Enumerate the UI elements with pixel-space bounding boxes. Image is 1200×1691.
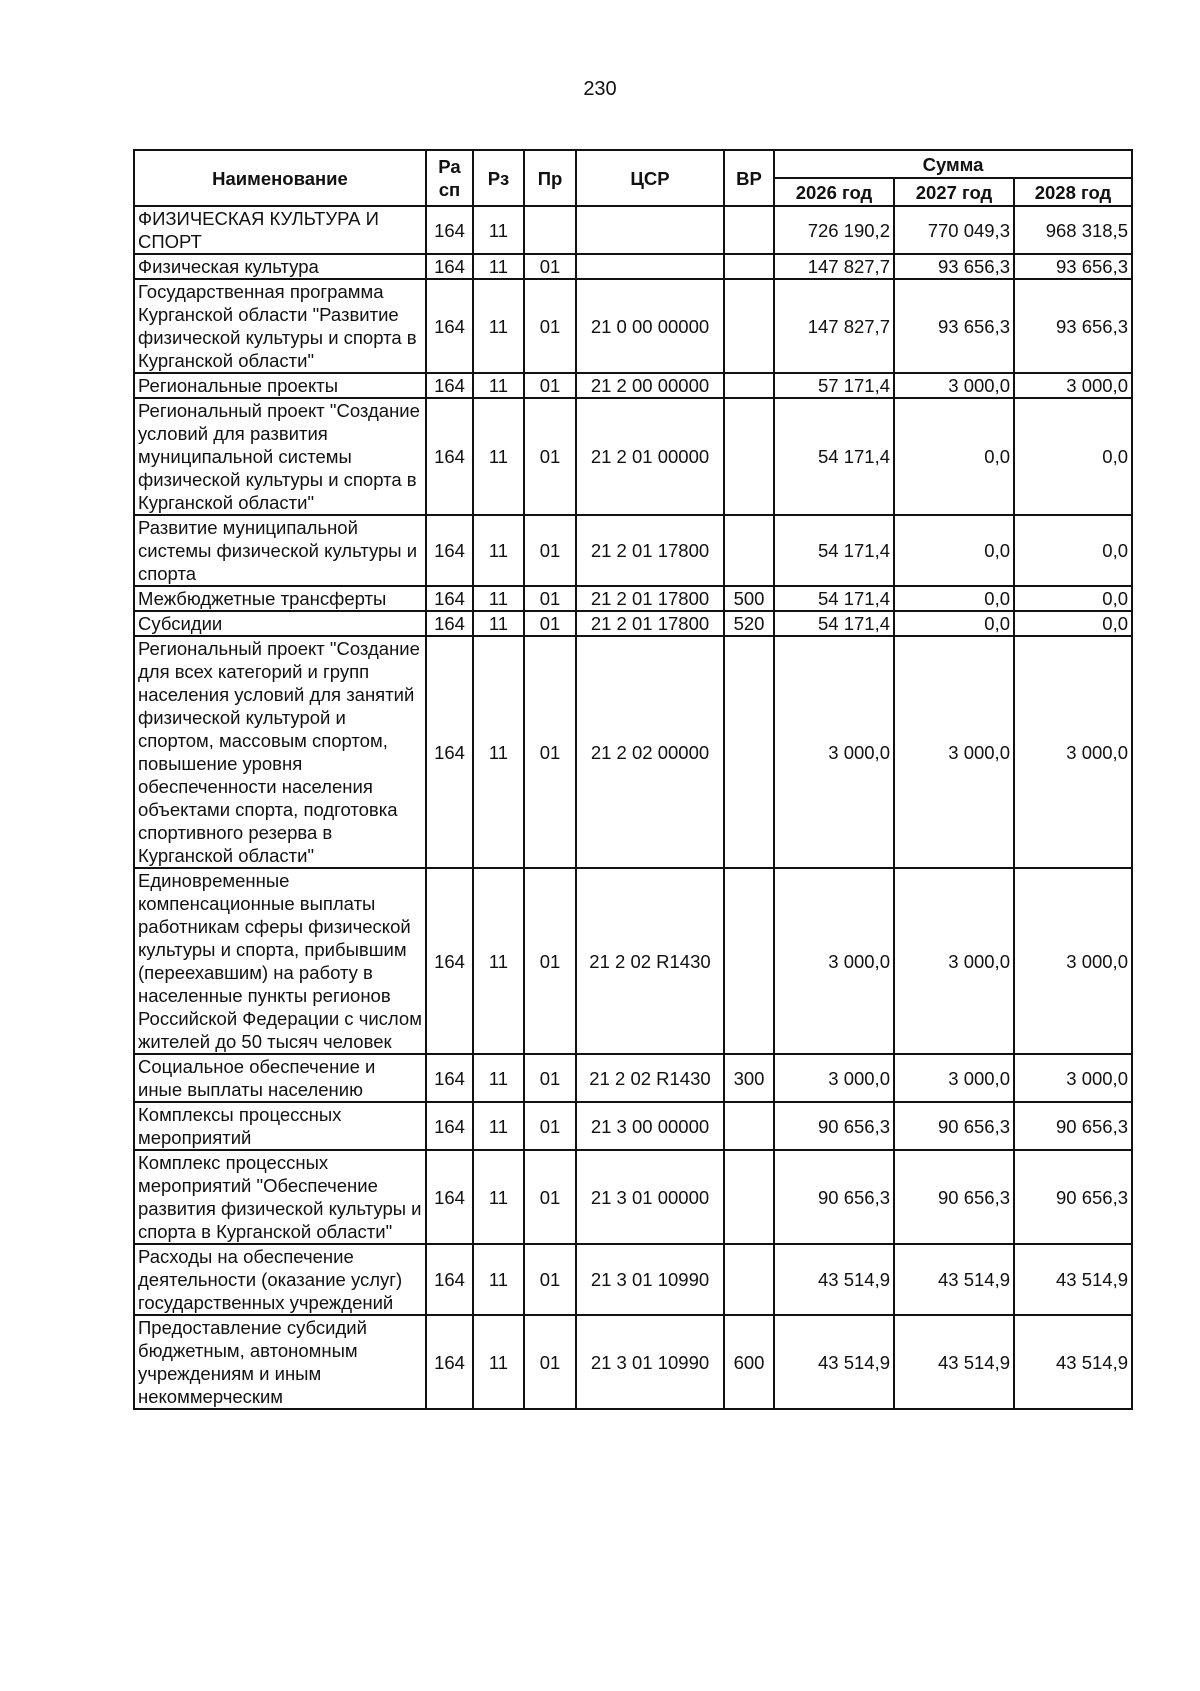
cell-rz: 11 — [473, 611, 524, 636]
table-body — [134, 206, 1132, 1409]
cell-csr: 21 3 01 10990 — [576, 1315, 724, 1409]
cell-y2026: 147 827,7 — [774, 254, 894, 279]
cell-vr — [724, 1102, 774, 1150]
cell-pr: 01 — [524, 279, 576, 373]
cell-vr — [724, 1244, 774, 1315]
cell-rasp: 164 — [426, 398, 473, 515]
cell-y2028: 3 000,0 — [1014, 636, 1132, 868]
cell-rasp: 164 — [426, 373, 473, 398]
header-pr: Пр — [524, 150, 576, 206]
table-row — [134, 373, 1132, 398]
cell-y2028: 43 514,9 — [1014, 1315, 1132, 1409]
cell-y2026: 54 171,4 — [774, 586, 894, 611]
header-sum: Сумма — [774, 150, 1132, 178]
cell-name: Комплексы процессных мероприятий — [134, 1102, 426, 1150]
cell-y2027: 3 000,0 — [894, 868, 1014, 1054]
table-row — [134, 1054, 1132, 1102]
cell-name: Единовременные компенсационные выплаты работникам сферы физической культуры и спорта, прибывшим (переехавшим) на работу в населенные пункты регионов Российской Федерации с числом жителей до 50 тысяч человек — [134, 868, 426, 1054]
header-csr: ЦСР — [576, 150, 724, 206]
table-row — [134, 254, 1132, 279]
cell-y2028: 93 656,3 — [1014, 254, 1132, 279]
cell-rasp: 164 — [426, 1315, 473, 1409]
table-row — [134, 279, 1132, 373]
cell-rasp: 164 — [426, 636, 473, 868]
cell-y2026: 54 171,4 — [774, 398, 894, 515]
cell-name: Комплекс процессных мероприятий "Обеспечение развития физической культуры и спорта в Курганской области" — [134, 1150, 426, 1244]
cell-y2027: 0,0 — [894, 398, 1014, 515]
cell-name: Расходы на обеспечение деятельности (оказание услуг) государственных учреждений — [134, 1244, 426, 1315]
cell-y2027: 770 049,3 — [894, 206, 1014, 254]
cell-rasp: 164 — [426, 1244, 473, 1315]
cell-name: Физическая культура — [134, 254, 426, 279]
cell-y2028: 0,0 — [1014, 611, 1132, 636]
cell-csr — [576, 254, 724, 279]
cell-y2028: 3 000,0 — [1014, 373, 1132, 398]
cell-vr — [724, 636, 774, 868]
cell-y2026: 57 171,4 — [774, 373, 894, 398]
cell-rasp: 164 — [426, 279, 473, 373]
cell-y2026: 54 171,4 — [774, 515, 894, 586]
cell-rasp: 164 — [426, 254, 473, 279]
cell-y2028: 968 318,5 — [1014, 206, 1132, 254]
header-year-2027: 2027 год — [894, 178, 1014, 206]
cell-y2027: 3 000,0 — [894, 373, 1014, 398]
cell-csr: 21 2 01 17800 — [576, 515, 724, 586]
header-rasp: Ра сп — [426, 150, 473, 206]
cell-y2028: 90 656,3 — [1014, 1150, 1132, 1244]
cell-y2028: 93 656,3 — [1014, 279, 1132, 373]
cell-csr: 21 2 02 00000 — [576, 636, 724, 868]
cell-vr — [724, 398, 774, 515]
cell-pr: 01 — [524, 868, 576, 1054]
cell-csr: 21 2 00 00000 — [576, 373, 724, 398]
table-row — [134, 611, 1132, 636]
header-year-2026: 2026 год — [774, 178, 894, 206]
header-year-2028: 2028 год — [1014, 178, 1132, 206]
cell-csr: 21 3 01 10990 — [576, 1244, 724, 1315]
cell-y2027: 90 656,3 — [894, 1102, 1014, 1150]
cell-rasp: 164 — [426, 1102, 473, 1150]
header-vr: ВР — [724, 150, 774, 206]
cell-y2026: 90 656,3 — [774, 1150, 894, 1244]
cell-y2027: 43 514,9 — [894, 1315, 1014, 1409]
cell-pr: 01 — [524, 515, 576, 586]
cell-pr — [524, 206, 576, 254]
cell-pr: 01 — [524, 1102, 576, 1150]
cell-csr: 21 2 02 R1430 — [576, 868, 724, 1054]
cell-vr — [724, 254, 774, 279]
cell-name: Предоставление субсидий бюджетным, автономным учреждениям и иным некоммерческим — [134, 1315, 426, 1409]
cell-name: Региональный проект "Создание для всех категорий и групп населения условий для занятий физической культурой и спортом, массовым спортом, повышение уровня обеспеченности населения объектами спорта, подготовка спортивного резерва в Курганской области" — [134, 636, 426, 868]
cell-y2028: 0,0 — [1014, 515, 1132, 586]
cell-y2028: 3 000,0 — [1014, 868, 1132, 1054]
cell-rz: 11 — [473, 373, 524, 398]
cell-csr: 21 2 02 R1430 — [576, 1054, 724, 1102]
cell-rz: 11 — [473, 636, 524, 868]
cell-y2028: 0,0 — [1014, 586, 1132, 611]
cell-vr — [724, 206, 774, 254]
cell-csr: 21 3 01 00000 — [576, 1150, 724, 1244]
cell-y2027: 3 000,0 — [894, 1054, 1014, 1102]
cell-name: Субсидии — [134, 611, 426, 636]
cell-csr — [576, 206, 724, 254]
cell-y2028: 43 514,9 — [1014, 1244, 1132, 1315]
cell-name: ФИЗИЧЕСКАЯ КУЛЬТУРА И СПОРТ — [134, 206, 426, 254]
table-row — [134, 1315, 1132, 1409]
cell-y2026: 3 000,0 — [774, 1054, 894, 1102]
cell-name: Региональный проект "Создание условий для развития муниципальной системы физической культуры и спорта в Курганской области" — [134, 398, 426, 515]
cell-rz: 11 — [473, 1054, 524, 1102]
cell-rasp: 164 — [426, 515, 473, 586]
cell-y2027: 0,0 — [894, 586, 1014, 611]
cell-rz: 11 — [473, 279, 524, 373]
table-row — [134, 1244, 1132, 1315]
cell-pr: 01 — [524, 586, 576, 611]
cell-y2028: 90 656,3 — [1014, 1102, 1132, 1150]
cell-rz: 11 — [473, 206, 524, 254]
cell-rasp: 164 — [426, 1150, 473, 1244]
cell-csr: 21 0 00 00000 — [576, 279, 724, 373]
table-row — [134, 206, 1132, 254]
cell-vr: 500 — [724, 586, 774, 611]
cell-rz: 11 — [473, 868, 524, 1054]
table-header — [134, 150, 1132, 206]
cell-y2028: 0,0 — [1014, 398, 1132, 515]
cell-csr: 21 2 01 17800 — [576, 611, 724, 636]
cell-y2026: 3 000,0 — [774, 868, 894, 1054]
cell-y2026: 3 000,0 — [774, 636, 894, 868]
cell-y2027: 90 656,3 — [894, 1150, 1014, 1244]
table-row — [134, 1102, 1132, 1150]
cell-rz: 11 — [473, 1244, 524, 1315]
cell-y2027: 43 514,9 — [894, 1244, 1014, 1315]
cell-pr: 01 — [524, 1315, 576, 1409]
cell-y2026: 147 827,7 — [774, 279, 894, 373]
cell-vr — [724, 1150, 774, 1244]
cell-name: Региональные проекты — [134, 373, 426, 398]
cell-name: Развитие муниципальной системы физической культуры и спорта — [134, 515, 426, 586]
cell-name: Социальное обеспечение и иные выплаты населению — [134, 1054, 426, 1102]
table-row — [134, 636, 1132, 868]
cell-y2026: 43 514,9 — [774, 1244, 894, 1315]
table-row — [134, 1150, 1132, 1244]
cell-y2028: 3 000,0 — [1014, 1054, 1132, 1102]
cell-rz: 11 — [473, 1315, 524, 1409]
header-name: Наименование — [134, 150, 426, 206]
cell-pr: 01 — [524, 1244, 576, 1315]
cell-rz: 11 — [473, 254, 524, 279]
cell-y2026: 54 171,4 — [774, 611, 894, 636]
table-row — [134, 868, 1132, 1054]
cell-csr: 21 2 01 17800 — [576, 586, 724, 611]
cell-y2026: 90 656,3 — [774, 1102, 894, 1150]
cell-y2026: 43 514,9 — [774, 1315, 894, 1409]
cell-vr — [724, 868, 774, 1054]
cell-pr: 01 — [524, 611, 576, 636]
page-number: 230 — [583, 78, 617, 100]
table-row — [134, 398, 1132, 515]
table-row — [134, 515, 1132, 586]
cell-y2027: 93 656,3 — [894, 279, 1014, 373]
cell-vr — [724, 373, 774, 398]
cell-pr: 01 — [524, 398, 576, 515]
cell-y2027: 93 656,3 — [894, 254, 1014, 279]
cell-vr: 520 — [724, 611, 774, 636]
cell-pr: 01 — [524, 373, 576, 398]
cell-pr: 01 — [524, 254, 576, 279]
cell-y2027: 0,0 — [894, 515, 1014, 586]
cell-rasp: 164 — [426, 206, 473, 254]
cell-y2027: 0,0 — [894, 611, 1014, 636]
cell-pr: 01 — [524, 636, 576, 868]
cell-csr: 21 3 00 00000 — [576, 1102, 724, 1150]
table-row — [134, 586, 1132, 611]
cell-rasp: 164 — [426, 611, 473, 636]
cell-rasp: 164 — [426, 1054, 473, 1102]
cell-y2026: 726 190,2 — [774, 206, 894, 254]
cell-rz: 11 — [473, 1102, 524, 1150]
cell-name: Межбюджетные трансферты — [134, 586, 426, 611]
cell-pr: 01 — [524, 1054, 576, 1102]
cell-pr: 01 — [524, 1150, 576, 1244]
cell-rz: 11 — [473, 586, 524, 611]
budget-table — [133, 149, 1133, 1410]
cell-rz: 11 — [473, 1150, 524, 1244]
cell-vr — [724, 515, 774, 586]
cell-rz: 11 — [473, 398, 524, 515]
cell-name: Государственная программа Курганской области "Развитие физической культуры и спорта в Курганской области" — [134, 279, 426, 373]
cell-y2027: 3 000,0 — [894, 636, 1014, 868]
cell-rz: 11 — [473, 515, 524, 586]
cell-vr: 300 — [724, 1054, 774, 1102]
cell-csr: 21 2 01 00000 — [576, 398, 724, 515]
cell-rasp: 164 — [426, 586, 473, 611]
cell-rasp: 164 — [426, 868, 473, 1054]
header-rz: Рз — [473, 150, 524, 206]
cell-vr — [724, 279, 774, 373]
cell-vr: 600 — [724, 1315, 774, 1409]
